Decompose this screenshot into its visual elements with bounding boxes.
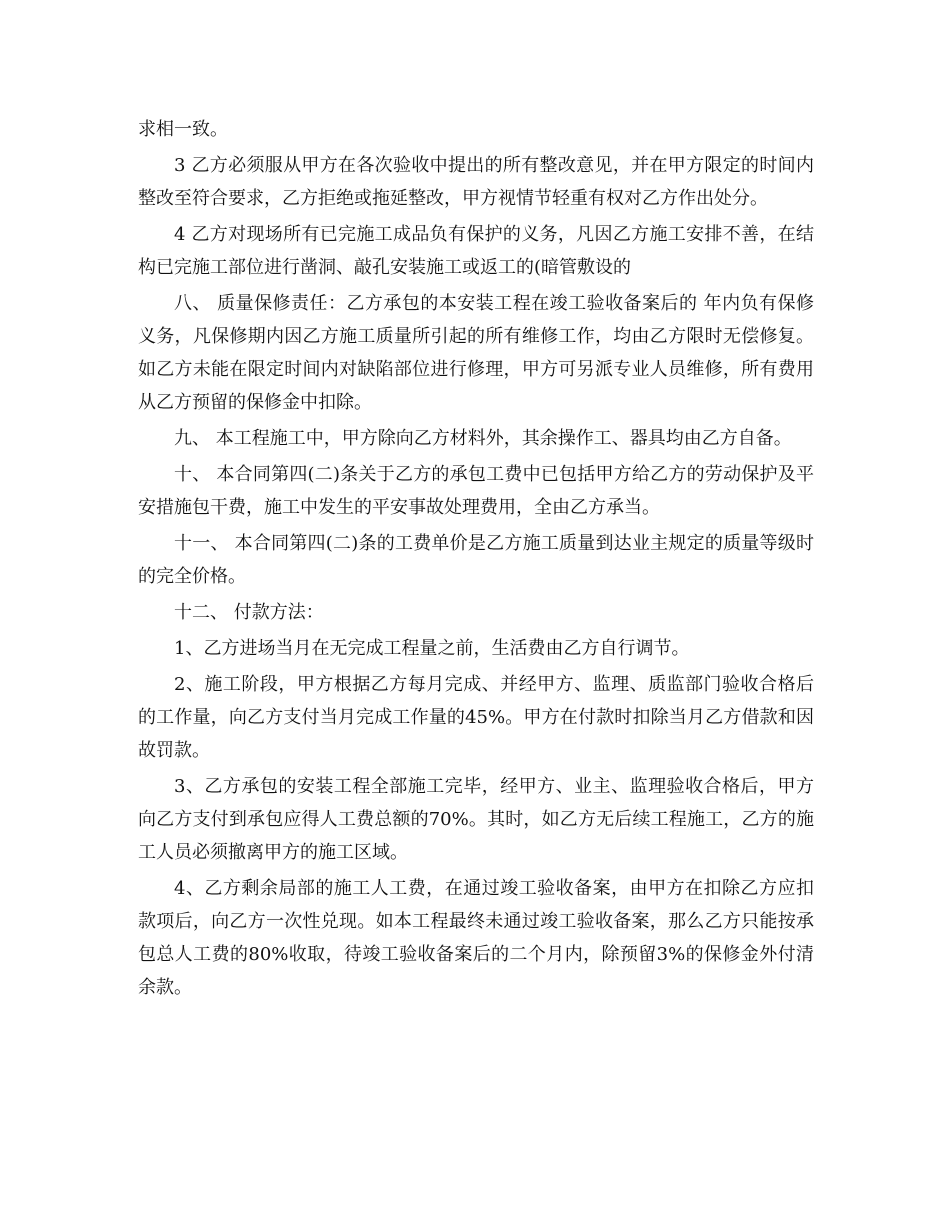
paragraph-payment-1: 1、乙方进场当月在无完成工程量之前，生活费由乙方自行调节。 <box>174 638 690 659</box>
document-body <box>138 113 814 1007</box>
paragraph-clause-4: 4 乙方对现场所有已完施工成品负有保护的义务，凡因乙方施工安排不善，在结构已完施工部位进行凿洞、敲孔安装施工或返工的(暗管敷设的 <box>138 224 814 278</box>
paragraph-payment-3: 3、乙方承包的安装工程全部施工完毕，经甲方、业主、监理验收合格后，甲方向乙方支付到承包应得人工费总额的70%。其时，如乙方无后续工程施工，乙方的施工人员必须撤离甲方的施工区域。 <box>138 776 814 863</box>
paragraph-clause-3: 3 乙方必须服从甲方在各次验收中提出的所有整改意见，并在甲方限定的时间内整改至符合要求，乙方拒绝或拖延整改，甲方视情节轻重有权对乙方作出处分。 <box>138 155 814 209</box>
paragraph-section-11: 十一、 本合同第四(二)条的工费单价是乙方施工质量到达业主规定的质量等级时的完全价格。 <box>138 533 814 587</box>
paragraph-section-12-heading: 十二、 付款方法： <box>174 602 324 623</box>
paragraph-continuation: 求相一致。 <box>138 119 228 140</box>
paragraph-section-8: 八、 质量保修责任：乙方承包的本安装工程在竣工验收备案后的 年内负有保修义务，凡保修期内因乙方施工质量所引起的所有维修工作，均由乙方限时无偿修复。如乙方未能在限定时间内对缺陷部位进行修理，甲方可另派专业人员维修，所有费用从乙方预留的保修金中扣除。 <box>138 293 814 413</box>
paragraph-section-9: 九、 本工程施工中，甲方除向乙方材料外，其余操作工、器具均由乙方自备。 <box>174 428 792 449</box>
paragraph-payment-4: 4、乙方剩余局部的施工人工费，在通过竣工验收备案，由甲方在扣除乙方应扣款项后，向乙方一次性兑现。如本工程最终未通过竣工验收备案，那么乙方只能按承包总人工费的80%收取，待竣工验收备案后的二个月内，除预留3%的保修金外付清余款。 <box>138 878 814 998</box>
paragraph-section-10: 十、 本合同第四(二)条关于乙方的承包工费中已包括甲方给乙方的劳动保护及平安措施包干费，施工中发生的平安事故处理费用，全由乙方承当。 <box>138 464 814 518</box>
paragraph-payment-2: 2、施工阶段，甲方根据乙方每月完成、并经甲方、监理、质监部门验收合格后的工作量，向乙方支付当月完成工作量的45%。甲方在付款时扣除当月乙方借款和因故罚款。 <box>138 674 814 761</box>
